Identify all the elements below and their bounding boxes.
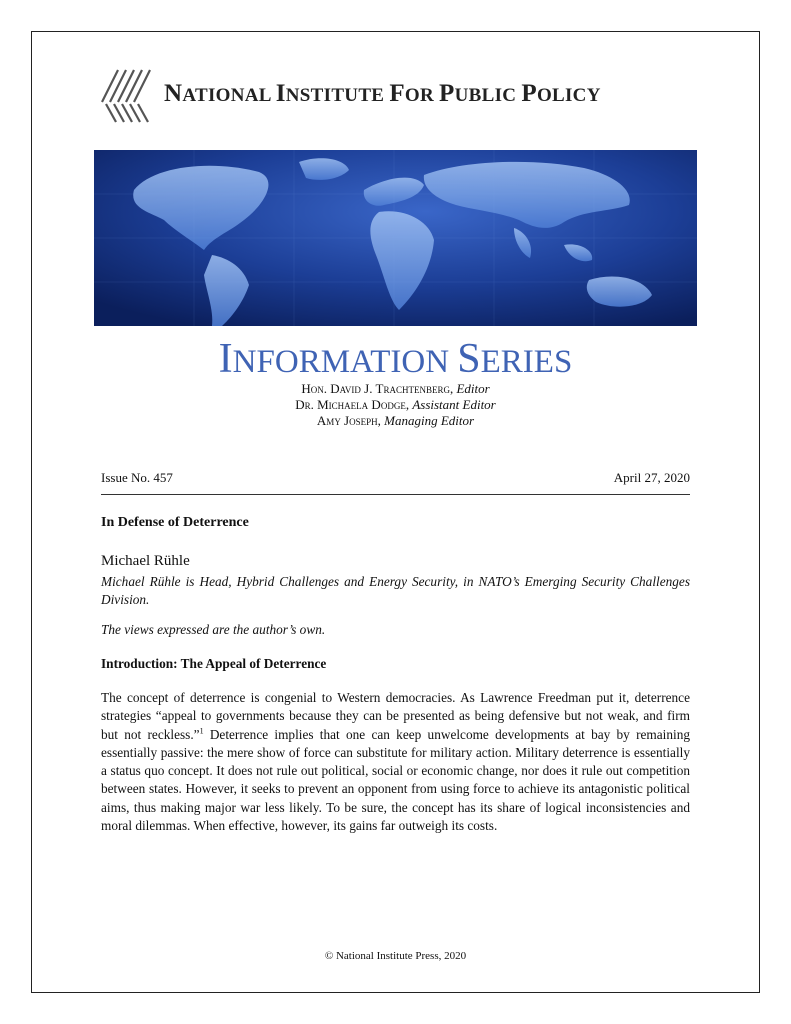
copyright-footer: © National Institute Press, 2020 (324, 950, 467, 962)
institute-logo-icon (98, 68, 160, 124)
world-map-image (94, 150, 697, 326)
editor-line: Hon. David J. Trachtenberg, Editor (301, 381, 490, 396)
header-divider (101, 494, 690, 495)
assistant-editor-line: Dr. Michaela Dodge, Assistant Editor (295, 397, 496, 412)
series-title: INFORMATION SERIES (218, 336, 573, 382)
issue-date: April 27, 2020 (613, 470, 690, 485)
managing-editor-line: Amy Joseph, Managing Editor (316, 413, 475, 428)
author-name: Michael Rühle (101, 553, 190, 569)
organization-name: NATIONAL INSTITUTE FOR PUBLIC POLICY (164, 80, 601, 107)
issue-number: Issue No. 457 (101, 470, 173, 485)
footnote-marker[interactable]: 1 (199, 726, 204, 736)
editors-list (0, 381, 791, 429)
author-bio: Michael Rühle is Head, Hybrid Challenges and Energy Security, in NATO’s Emerging Security Challenges Division. (101, 574, 690, 607)
section-heading: Introduction: The Appeal of Deterrence (101, 656, 327, 671)
views-disclaimer: The views expressed are the author’s own. (101, 622, 326, 637)
body-paragraph: The concept of deterrence is congenial to Western democracies. As Lawrence Freedman put it, deterrence strategies “appeal to governments because they can be presented as being defensive but not weak, and firm but not reckless.”$^1$ Deterrence implies that one can keep unwelcome developments at bay by remaining essentially passive: the mere show of force can substitute for military action. Military deterrence is essentially a status quo concept. It does not rule out political, social or economic change, nor does it rule out competition between states. However, it seeks to prevent an opponent from using force to achieve its antagonistic political aims, thus making major war less likely. To be sure, the concept has its share of logical inconsistencies and moral dilemmas. When effective, however, its gains far outweigh its costs. (101, 690, 690, 834)
article-title: In Defense of Deterrence (101, 515, 249, 530)
world-map-banner (94, 150, 697, 326)
